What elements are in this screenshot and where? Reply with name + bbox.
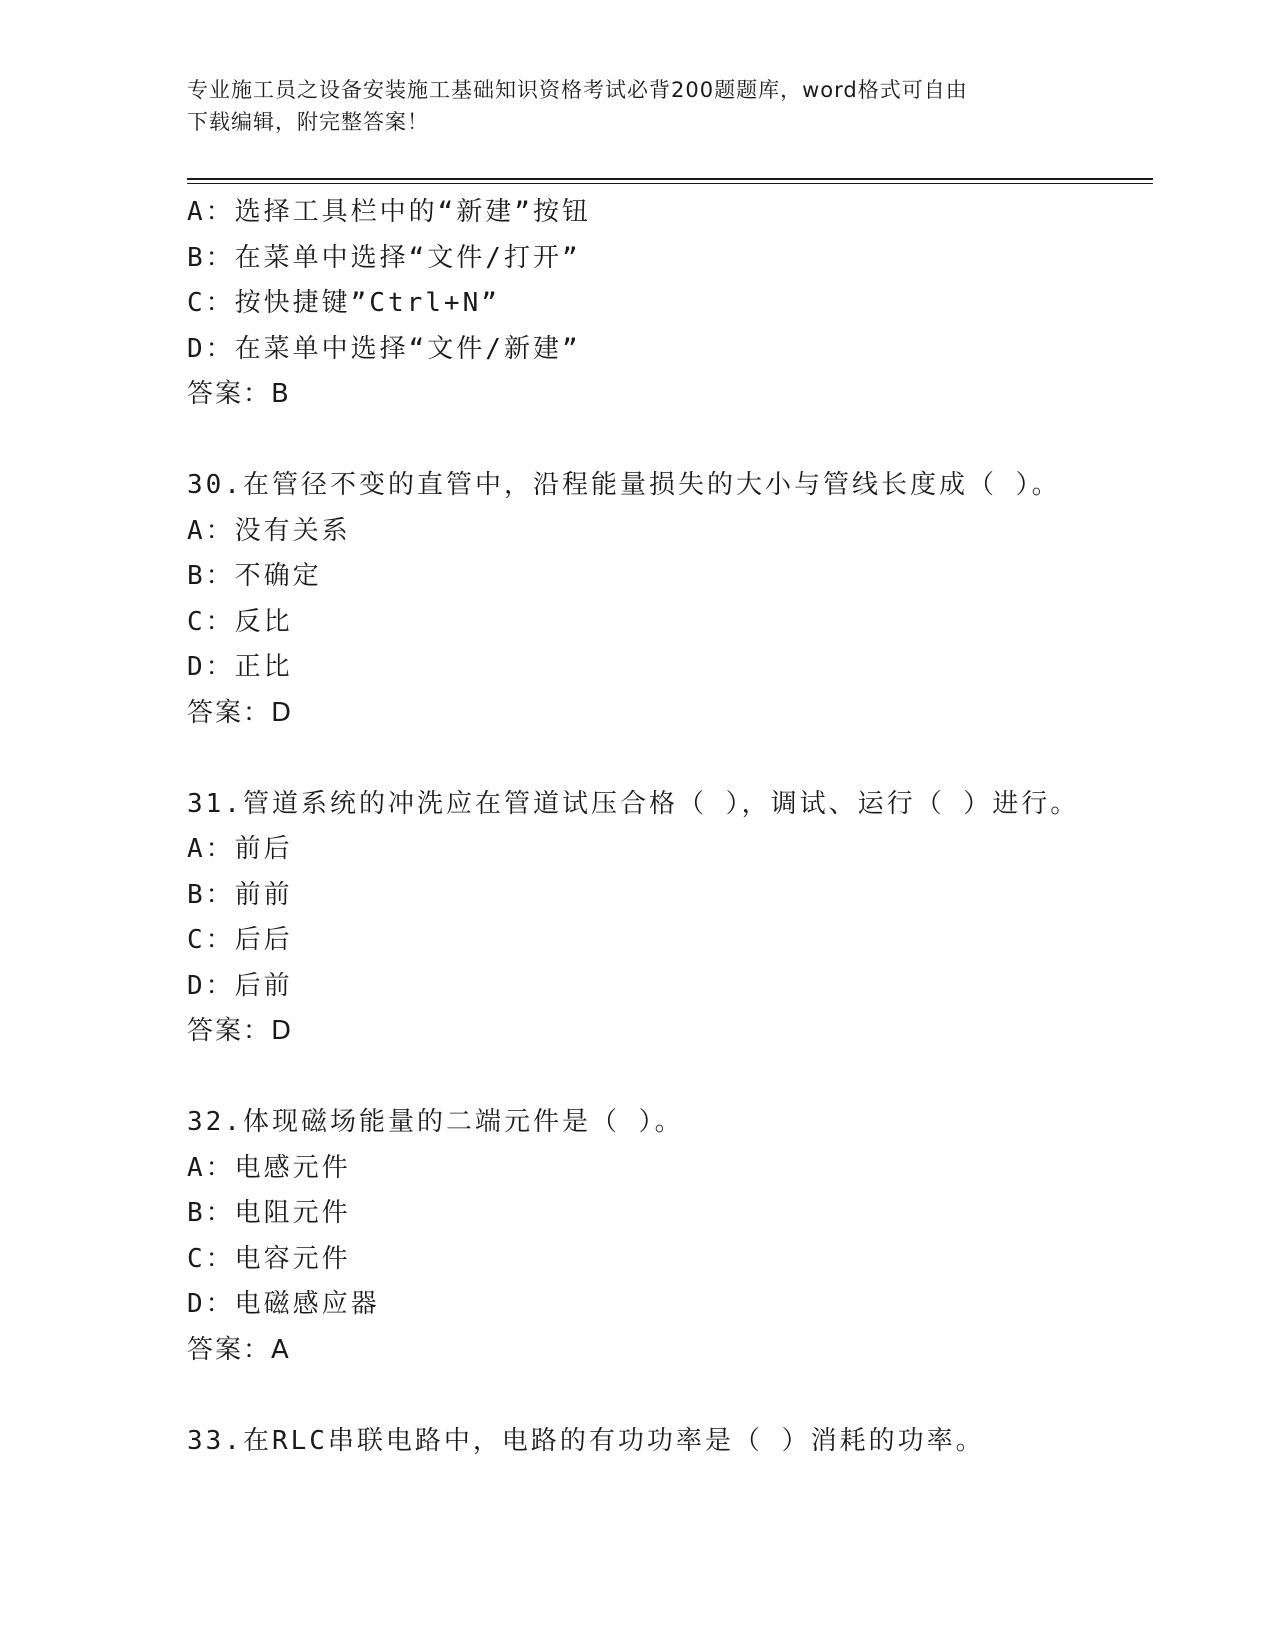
option-c: C：电容元件 [187, 1243, 351, 1274]
option-b: B：在菜单中选择“文件/打开” [187, 242, 581, 273]
header-line-2: 下载编辑，附完整答案！ [187, 110, 429, 134]
option-c: C：按快捷键”Ctrl+N” [187, 288, 500, 318]
document-header [187, 74, 1087, 138]
option-b: B：不确定 [187, 561, 322, 591]
question-list [187, 190, 1147, 1464]
spacer [187, 736, 1147, 782]
option-d: D：后前 [187, 970, 293, 1001]
option-a: A：没有关系 [187, 515, 351, 546]
answer-text: 答案：A [187, 1334, 291, 1365]
option-a: A：电感元件 [187, 1152, 351, 1183]
spacer [187, 418, 1147, 464]
question-text: 31.管道系统的冲洗应在管道试压合格（ ），调试、运行（ ）进行。 [187, 788, 1080, 819]
question-block-32 [187, 1100, 1147, 1373]
option-d: D：正比 [187, 652, 293, 682]
option-d: D：电磁感应器 [187, 1289, 380, 1319]
option-c: C：后后 [187, 925, 293, 955]
option-d: D：在菜单中选择“文件/新建” [187, 333, 581, 364]
question-text: 30.在管径不变的直管中，沿程能量损失的大小与管线长度成（ ）。 [187, 470, 1061, 500]
question-block-30 [187, 463, 1147, 736]
spacer [187, 1373, 1147, 1419]
spacer [187, 1055, 1147, 1101]
option-b: B：前前 [187, 879, 293, 910]
question-block-33 [187, 1419, 1147, 1465]
header-line-1: 专业施工员之设备安装施工基础知识资格考试必背200题题库，word格式可自由 [187, 78, 968, 102]
header-divider-thin [187, 183, 1153, 184]
question-block-31 [187, 782, 1147, 1055]
option-b: B：电阻元件 [187, 1198, 351, 1228]
option-a: A：选择工具栏中的“新建”按钮 [187, 197, 591, 227]
question-block-29 [187, 190, 1147, 418]
header-divider-thick [187, 178, 1153, 180]
option-c: C：反比 [187, 606, 293, 637]
question-text: 33.在RLC串联电路中，电路的有功功率是（ ）消耗的功率。 [187, 1425, 985, 1456]
answer-text: 答案：B [187, 379, 291, 409]
answer-text: 答案：D [187, 1016, 294, 1046]
option-a: A：前后 [187, 834, 293, 864]
question-text: 32.体现磁场能量的二端元件是（ ）。 [187, 1107, 684, 1137]
answer-text: 答案：D [187, 697, 294, 728]
